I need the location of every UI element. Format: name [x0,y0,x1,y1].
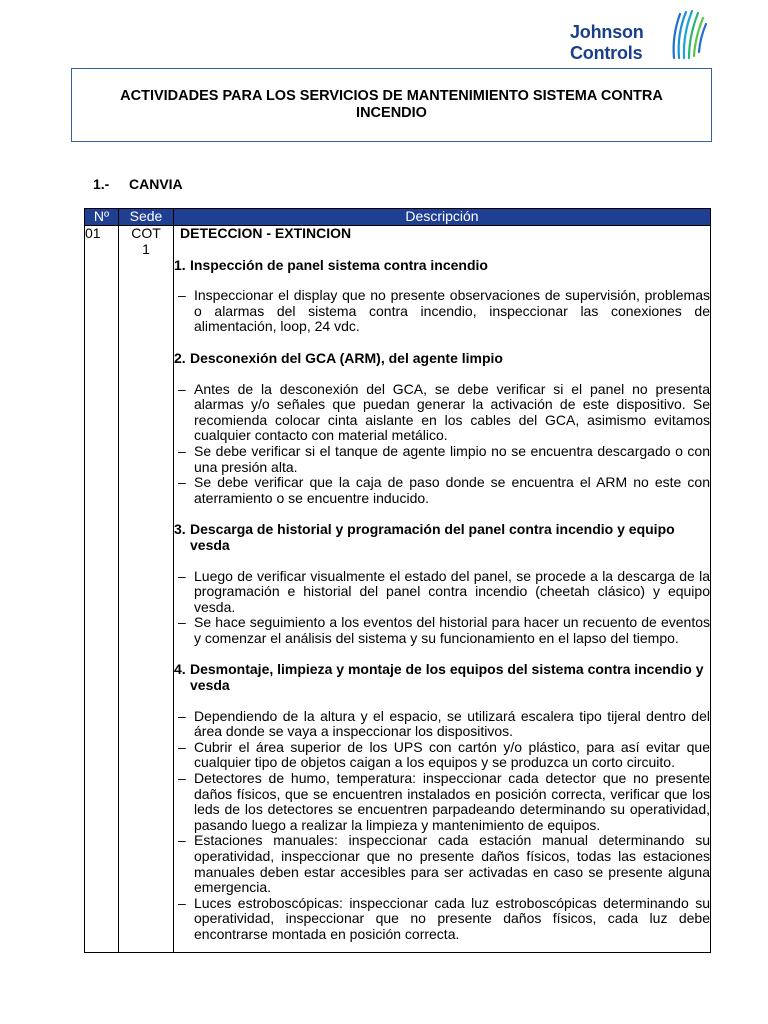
dash-icon: – [178,614,186,631]
bullet-list [174,569,710,647]
item-heading-text: Inspección de panel sistema contra incendio [190,256,488,273]
list-item [178,771,710,833]
cell-number: 01 [85,226,119,953]
list-item [178,444,710,475]
item-heading-text: Desconexión del GCA (ARM), del agente limpio [190,349,503,366]
header-description: Descripción [174,209,711,226]
document-title-box [71,68,712,142]
bullet-list [174,382,710,507]
list-item-text: Antes de la desconexión del GCA, se debe verificar si el panel no presenta alarmas y/o señales que puedan generar la activación de este dispositivo. Se recomienda colocar cinta aislante en los cables del GCA, asimismo evitamos cualquier contacto con material metálico. [194,380,710,444]
logo-line-2: Controls [570,43,643,63]
dash-icon: – [178,567,186,584]
list-item-text: Cubrir el área superior de los UPS con cartón y/o plástico, para así evitar que cualquier tipo de objetos caigan a los equipos y se produzca un corto circuito. [194,738,710,771]
dash-icon: – [178,380,186,397]
header-number: Nº [85,209,119,226]
list-item-text: Inspeccionar el display que no presente observaciones de supervisión, problemas o alarmas del sistema contra incendio, inspeccionar las conexiones de alimentación, loop, 24 vdc. [194,287,710,335]
main-heading: DETECCION - EXTINCION [180,225,352,241]
list-item [178,833,710,895]
dash-icon: – [178,770,186,787]
dash-icon: – [178,832,186,849]
item-heading-1 [174,258,710,274]
list-item-text: Luego de verificar visualmente el estado del panel, se procede a la descarga de la programación e historial del panel contra incendio (cheetah clásico) y equipo vesda. [194,567,710,615]
list-item [178,382,710,444]
bullet-list [174,288,710,335]
list-item [178,709,710,740]
list-item [178,740,710,771]
dash-icon: – [178,287,186,304]
cell-description [174,226,711,953]
logo-text [570,22,644,64]
dash-icon: – [178,894,186,911]
cell-sede [119,226,174,953]
item-number: 1. [174,256,186,273]
list-item [178,896,710,943]
list-item-text: Luces estroboscópicas: inspeccionar cada luz estroboscópicas determinando su operatividad, inspeccionar que no presente daños físicos, cada luz debe encontrarse montada en posición correcta. [194,894,710,942]
item-heading-text: Desmontaje, limpieza y montaje de los equipos del sistema contra incendio y vesda [190,661,704,694]
header-sede: Sede [119,209,174,226]
document-title: ACTIVIDADES PARA LOS SERVICIOS DE MANTENIMIENTO SISTEMA CONTRA INCENDIO [120,88,663,121]
table-header-row [85,209,711,226]
dash-icon: – [178,738,186,755]
list-item-text: Se debe verificar si el tanque de agente limpio no se encuentra descargado o con una presión alta. [194,442,710,475]
table-row [85,226,711,953]
item-heading-2 [174,351,710,367]
section-heading [93,176,183,192]
list-item [178,475,710,506]
list-item-text: Se debe verificar que la caja de paso donde se encuentra el ARM no este con aterramiento o se encuentre inducido. [194,474,710,506]
bullet-list [174,709,710,943]
logo-line-1: Johnson [570,22,644,42]
section-name: CANVIA [129,176,183,192]
activities-table [84,208,711,953]
johnson-controls-logo [570,6,710,66]
list-item [178,615,710,646]
logo-swirl-icon [666,6,710,62]
list-item [178,288,710,335]
section-number: 1.- [93,176,110,192]
dash-icon: – [178,442,186,459]
list-item-text: Se hace seguimiento a los eventos del historial para hacer un recuento de eventos y comenzar el análisis del sistema y su funcionamiento en el lapso del tiempo. [194,614,710,646]
item-number: 3. [174,521,186,538]
sede-value: COT 1 [131,225,161,257]
item-number: 4. [174,661,186,678]
item-heading-3 [174,522,710,553]
item-number: 2. [174,349,186,366]
dash-icon: – [178,707,186,724]
dash-icon: – [178,474,186,491]
list-item-text: Detectores de humo, temperatura: inspeccionar cada detector que no presente daños físicos, que se encuentren instalados en posición correcta, verificar que los leds de los detectores se encuentren parpadeando determinando su operatividad, pasando luego a realizar la limpieza y mantenimiento de equipos. [194,770,710,833]
list-item-text: Estaciones manuales: inspeccionar cada estación manual determinando su operatividad, inspeccionar que no presente daños físicos, todas las estaciones manuales deben estar accesibles para ser activadas en caso se presente alguna emergencia. [194,832,710,896]
list-item [178,569,710,616]
item-heading-text: Descarga de historial y programación del panel contra incendio y equipo vesda [190,521,675,553]
item-heading-4 [174,662,710,693]
list-item-text: Dependiendo de la altura y el espacio, se utilizará escalera tipo tijeral dentro del área donde se vaya a inspeccionar los dispositivos. [194,707,710,740]
